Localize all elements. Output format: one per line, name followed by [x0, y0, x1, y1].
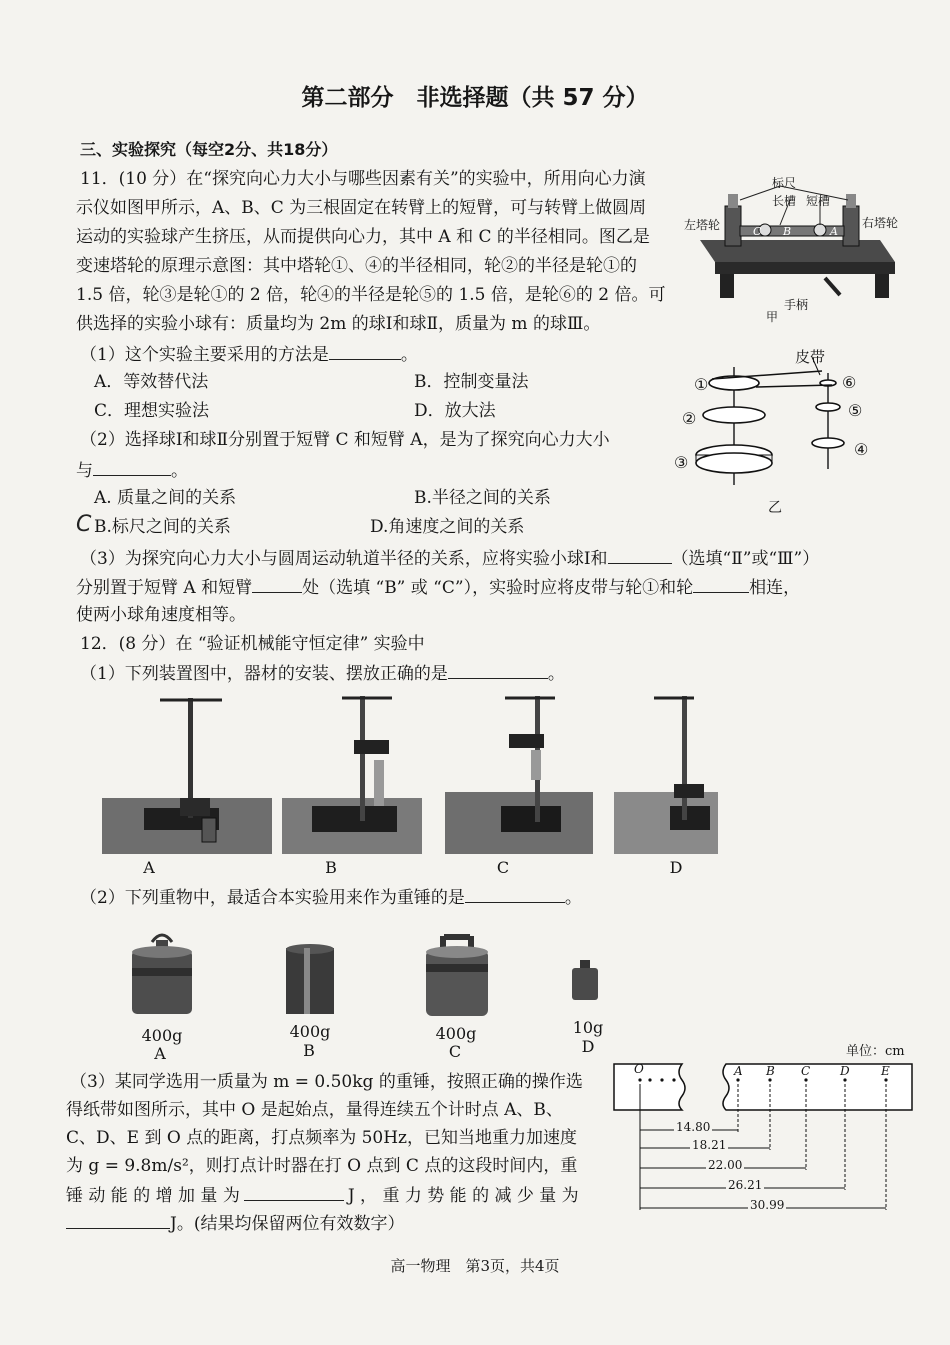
q12-part2-text: （2）下列重物中，最适合本实验用来作为重锤的是	[80, 888, 465, 908]
answer-blank[interactable]	[66, 1210, 170, 1229]
q11-option-a: A．等效替代法	[94, 372, 209, 392]
weight-b-mass: 400g	[289, 1022, 331, 1041]
q12-part2-end: 。	[564, 888, 582, 908]
weight-c-label: C	[448, 1042, 462, 1061]
q11-p2-option-d: D.角速度之间的关系	[370, 517, 525, 537]
label-right-wheel: 右塔轮	[862, 216, 899, 230]
figure-caption-jia: 甲	[766, 310, 779, 324]
answer-blank[interactable]	[329, 341, 401, 360]
belt-label: 皮带	[795, 348, 826, 366]
weight-d-mass: 10g	[572, 1018, 604, 1037]
tape-point-e: E	[881, 1064, 890, 1078]
handwritten-answer-mark: C	[76, 512, 92, 537]
q11-p2-option-b: B.半径之间的关系	[414, 488, 551, 508]
q12-part3-line5	[66, 1182, 579, 1208]
wheel-label-4: ④	[854, 440, 869, 459]
answer-blank[interactable]	[693, 574, 749, 593]
weight-c-mass: 400g	[435, 1024, 477, 1043]
q11-part1-end: 。	[400, 345, 418, 365]
q12-part3-text-a: 锤 动 能 的 增 加 量 为	[66, 1186, 240, 1206]
q11-option-c: C．理想实验法	[94, 401, 210, 421]
label-handle: 手柄	[784, 298, 809, 312]
wheel-label-1: ①	[694, 375, 709, 394]
wheel-label-3: ③	[674, 453, 689, 472]
answer-blank[interactable]	[244, 1182, 344, 1201]
label-long-groove: 长槽	[772, 194, 797, 208]
figure-caption-yi: 乙	[768, 500, 782, 516]
q11-part2-line1: （2）选择球Ⅰ和球Ⅱ分别置于短臂 C 和短臂 A，是为了探究向心力大小	[80, 430, 610, 450]
q12-intro: 12．(8 分）在 “验证机械能守恒定律” 实验中	[80, 634, 425, 654]
q11-part3-line2	[76, 574, 800, 600]
tape-point-c: C	[801, 1064, 811, 1078]
weight-a-image	[128, 928, 196, 1018]
section-heading: 三、实验探究（每空2分、共18分）	[80, 140, 338, 159]
apparatus-photo-d	[614, 688, 718, 854]
apparatus-label-b: B	[325, 858, 337, 877]
label-scale: 标尺	[772, 176, 797, 190]
q11-line-2: 示仪如图甲所示，A、B、C 为三根固定在转臂上的短臂，可与转臂上做圆周	[76, 198, 647, 218]
q11-part2-line2	[76, 457, 188, 483]
wheel-label-2: ②	[682, 409, 697, 428]
apparatus-photo-b	[282, 688, 422, 854]
q11-option-d: D．放大法	[414, 401, 496, 421]
q12-part3-line3: C、D、E 到 O 点的距离，打点频率为 50Hz，已知当地重力加速度	[66, 1128, 578, 1148]
q11-line-6: 供选择的实验小球有：质量均为 2m 的球Ⅰ和球Ⅱ，质量为 m 的球Ⅲ。	[76, 314, 601, 334]
apparatus-label-a: A	[143, 858, 155, 877]
answer-blank[interactable]	[448, 660, 548, 679]
q11-part3-text-b: （选填“Ⅱ”或“Ⅲ”）	[671, 549, 820, 569]
weight-d-image	[569, 958, 601, 1002]
q12-part3-line4: 为 g = 9.8m/s²，则打点计时器在打 O 点到 C 点的这段时间内，重	[66, 1156, 578, 1176]
distance-oa: 14.80	[676, 1120, 711, 1134]
wheel-label-6: ⑥	[842, 373, 857, 392]
q11-part2-end: 。	[171, 461, 188, 481]
q11-part3-text-c: 分别置于短臂 A 和短臂	[76, 578, 253, 598]
weight-b-image	[282, 942, 338, 1018]
distance-oc: 22.00	[708, 1158, 743, 1172]
page-footer: 高一物理 第3页，共4页	[390, 1257, 560, 1275]
answer-blank[interactable]	[608, 545, 672, 564]
page-title: 第二部分 非选择题（共 57 分）	[301, 85, 649, 111]
weight-d-label: D	[581, 1037, 595, 1056]
arm-label-b: B	[783, 225, 792, 238]
q11-part1-text: （1）这个实验主要采用的方法是	[80, 345, 329, 365]
q12-part1-end: 。	[547, 664, 565, 684]
q12-part3-text-c: J。(结果均保留两位有效数字）	[170, 1214, 405, 1234]
answer-blank[interactable]	[93, 457, 171, 476]
paper-tape-figure	[610, 1058, 920, 1218]
q11-part3-text-d: 处（选填 “B” 或 “C”），实验时应将皮带与轮①和轮	[302, 578, 694, 598]
distance-oe: 30.99	[750, 1198, 785, 1212]
q11-line-5: 1.5 倍，轮③是轮①的 2 倍，轮④的半径是轮⑤的 1.5 倍，是轮⑥的 2 倍。可	[76, 285, 666, 305]
arm-label-c: C	[753, 225, 762, 238]
apparatus-label-c: C	[496, 858, 510, 877]
q11-line-3: 运动的实验球产生挤压，从而提供向心力，其中 A 和 C 的半径相同。图乙是	[76, 227, 650, 247]
apparatus-photo-a	[102, 688, 272, 854]
apparatus-photo-c	[445, 688, 593, 854]
q11-line-1: 11．(10 分）在“探究向心力大小与哪些因素有关”的实验中，所用向心力演	[80, 169, 646, 189]
q12-part3-line6	[66, 1210, 404, 1236]
weight-c-image	[420, 930, 494, 1020]
tape-origin: O	[634, 1062, 644, 1076]
weight-b-label: B	[303, 1041, 315, 1060]
q11-part3-line1	[80, 545, 819, 571]
label-left-wheel: 左塔轮	[684, 218, 721, 232]
q11-p2-option-a: A. 质量之间的关系	[94, 488, 237, 508]
q12-part3-line1: （3）某同学选用一质量为 m = 0.50kg 的重锤，按照正确的操作选	[70, 1072, 583, 1092]
q12-part2	[80, 884, 582, 910]
weight-a-label: A	[154, 1044, 166, 1063]
distance-od: 26.21	[728, 1178, 763, 1192]
distance-ob: 18.21	[692, 1138, 727, 1152]
q12-part3-text-b: J ， 重 力 势 能 的 减 少 量 为	[347, 1186, 579, 1206]
weight-a-mass: 400g	[141, 1026, 183, 1045]
q11-p2-option-c: B.标尺之间的关系	[94, 517, 231, 537]
q11-part3-text-e: 相连，	[749, 578, 801, 598]
answer-blank[interactable]	[252, 574, 302, 593]
tape-point-d: D	[840, 1064, 850, 1078]
q11-option-b: B．控制变量法	[414, 372, 529, 392]
q11-part3-text-a: （3）为探究向心力大小与圆周运动轨道半径的关系，应将实验小球Ⅰ和	[80, 549, 608, 569]
wheel-label-5: ⑤	[848, 401, 863, 420]
tape-point-b: B	[766, 1064, 775, 1078]
q11-part2-text: 与	[76, 461, 93, 481]
q11-line-4: 变速塔轮的原理示意图：其中塔轮①、④的半径相同，轮②的半径是轮①的	[76, 256, 637, 276]
figure-tower-wheels	[672, 345, 882, 520]
answer-blank[interactable]	[465, 884, 565, 903]
q12-part1	[80, 660, 565, 686]
q12-part1-text: （1）下列装置图中，器材的安装、摆放正确的是	[80, 664, 448, 684]
q11-part3-line3: 使两小球角速度相等。	[76, 605, 246, 625]
label-short-groove: 短槽	[806, 194, 831, 208]
q11-part1	[80, 341, 418, 367]
arm-label-a: A	[830, 225, 838, 238]
q12-part3-line2: 得纸带如图所示，其中 O 是起始点，量得连续五个计时点 A、B、	[66, 1100, 563, 1120]
tape-unit: 单位：cm	[846, 1044, 905, 1059]
apparatus-label-d: D	[669, 858, 683, 877]
figure-centripetal-apparatus	[680, 170, 905, 324]
tape-point-a: A	[734, 1064, 743, 1078]
